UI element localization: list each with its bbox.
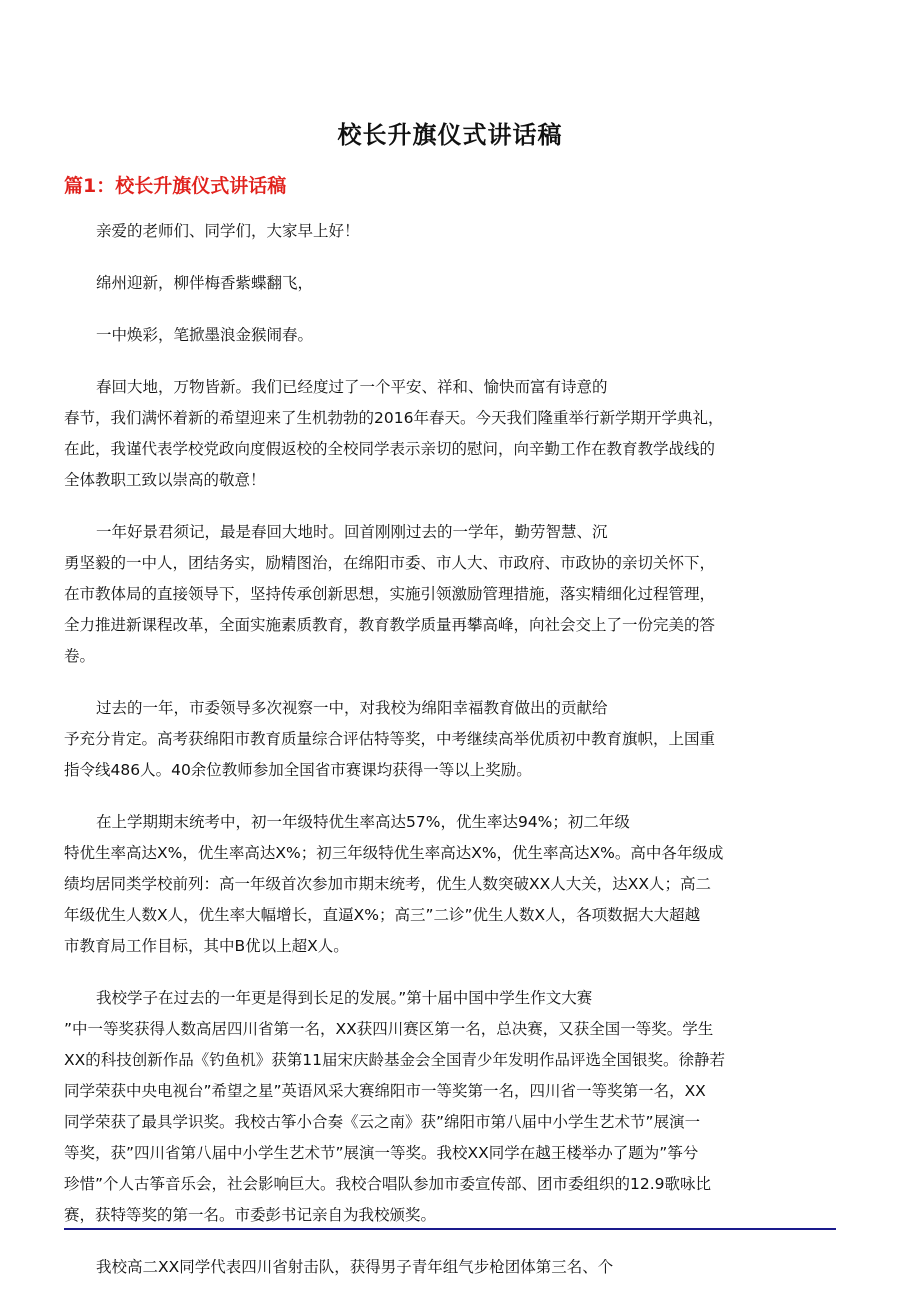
paragraph-line: 特优生率高达X%，优生率高达X%；初三年级特优生率高达X%，优生率高达X%。高中各年级成 [64, 844, 724, 862]
document-title: 校长升旗仪式讲话稿 [337, 121, 563, 149]
paragraph [64, 320, 836, 351]
paragraph-line: 亲爱的老师们、同学们，大家早上好！ [96, 222, 360, 240]
paragraph [64, 372, 836, 496]
paragraph-line: 珍惜”个人古筝音乐会，社会影响巨大。我校合唱队参加市委宣传部、团市委组织的12.9歌咏比 [64, 1175, 712, 1193]
paragraph [64, 693, 836, 786]
paragraph-line: 等奖，获”四川省第八届中小学生艺术节”展演一等奖。我校XX同学在越王楼举办了题为”筝兮 [64, 1144, 699, 1162]
section-heading: 篇1：校长升旗仪式讲话稿 [64, 175, 287, 197]
paragraph-line: 全力推进新课程改革，全面实施素质教育，教育教学质量再攀高峰，向社会交上了一份完美的答 [64, 616, 716, 634]
paragraph-line: 在此，我谨代表学校党政向度假返校的全校同学表示亲切的慰问，向辛勤工作在教育教学战线的 [64, 440, 716, 458]
paragraph-line: 在上学期期末统考中，初一年级特优生率高达57%，优生率达94%；初二年级 [96, 813, 630, 831]
paragraph-line: ”中一等奖获得人数高居四川省第一名，XX获四川赛区第一名，总决赛，又获全国一等奖。学生 [64, 1020, 714, 1038]
paragraph-line: 市教育局工作目标，其中B优以上超X人。 [64, 937, 349, 955]
paragraph-line: 勇坚毅的一中人，团结务实，励精图治，在绵阳市委、市人大、市政府、市政协的亲切关怀下， [64, 554, 716, 572]
paragraph-line: 予充分肯定。高考获绵阳市教育质量综合评估特等奖，中考继续高举优质初中教育旗帜，上国重 [64, 730, 716, 748]
paragraph-line: 赛，获特等奖的第一名。市委彭书记亲自为我校颁奖。 [64, 1206, 437, 1224]
paragraph-line: 同学荣获了最具学识奖。我校古筝小合奏《云之南》获”绵阳市第八届中小学生艺术节”展演一 [64, 1113, 701, 1131]
paragraph-line: 同学荣获中央电视台”希望之星”英语风采大赛绵阳市一等奖第一名，四川省一等奖第一名，XX [64, 1082, 706, 1100]
paragraph-line: 我校高二XX同学代表四川省射击队，获得男子青年组气步枪团体第三名、个 [96, 1258, 614, 1276]
paragraph [64, 268, 836, 299]
paragraph-line: 在市教体局的直接领导下，坚持传承创新思想，实施引领激励管理措施，落实精细化过程管理， [64, 585, 716, 603]
paragraph-line: 春回大地，万物皆新。我们已经度过了一个平安、祥和、愉快而富有诗意的 [96, 378, 608, 396]
paragraph-line: 我校学子在过去的一年更是得到长足的发展。”第十届中国中学生作文大赛 [96, 989, 593, 1007]
paragraph [64, 216, 836, 247]
paragraph-line: 绩均居同类学校前列：高一年级首次参加市期末统考，优生人数突破XX人大关，达XX人；高二 [64, 875, 711, 893]
paragraph-line: 年级优生人数X人，优生率大幅增长，直逼X%；高三”二诊”优生人数X人，各项数据大大超越 [64, 906, 701, 924]
paragraph-line: 一年好景君须记，最是春回大地时。回首刚刚过去的一学年，勤劳智慧、沉 [96, 523, 608, 541]
document-body [64, 216, 836, 1304]
paragraph-line: 春节，我们满怀着新的希望迎来了生机勃勃的2016年春天。今天我们隆重举行新学期开学典礼， [64, 409, 724, 427]
paragraph-line: XX的科技创新作品《钓鱼机》获第11届宋庆龄基金会全国青少年发明作品评选全国银奖。徐静若 [64, 1051, 725, 1069]
paragraph-line: 指令线486人。40余位教师参加全国省市赛课均获得一等以上奖励。 [64, 761, 532, 779]
paragraph [64, 807, 836, 962]
paragraph-line: 过去的一年，市委领导多次视察一中，对我校为绵阳幸福教育做出的贡献给 [96, 699, 608, 717]
paragraph [64, 1252, 836, 1283]
paragraph-line: 全体教职工致以崇高的敬意！ [64, 471, 266, 489]
paragraph-line: 绵州迎新，柳伴梅香紫蝶翻飞， [96, 274, 314, 292]
paragraph-line: 一中焕彩，笔掀墨浪金猴闹春。 [96, 326, 314, 344]
paragraph [64, 517, 836, 672]
paragraph-line: 卷。 [64, 647, 96, 665]
paragraph [64, 983, 836, 1231]
footer-rule [64, 1228, 836, 1230]
